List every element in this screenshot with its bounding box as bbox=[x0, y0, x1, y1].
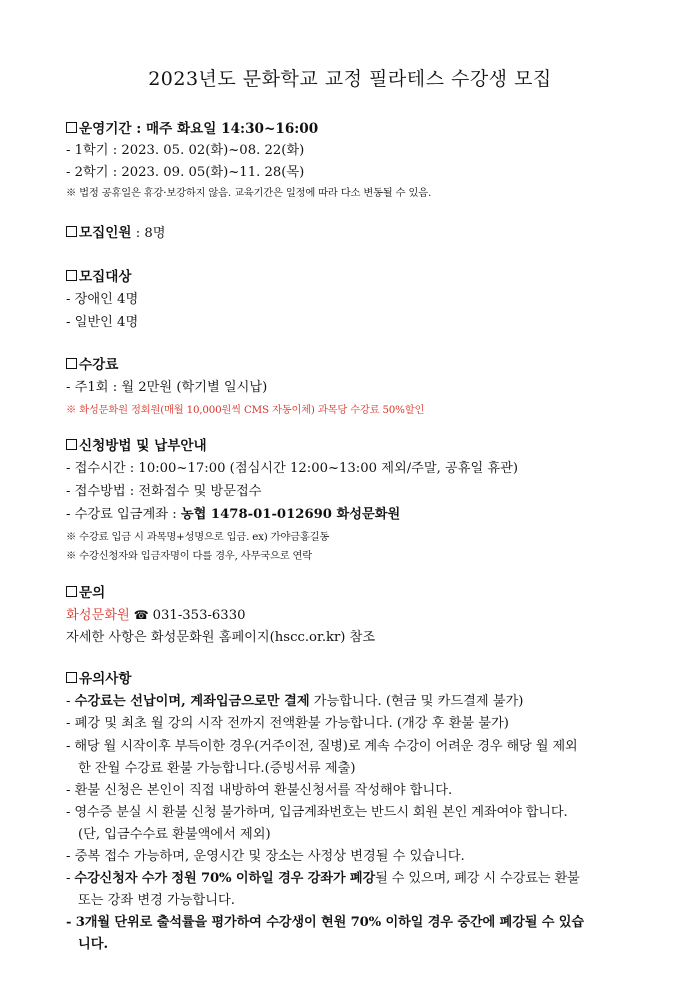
contact-heading-text: 문의 bbox=[79, 585, 106, 601]
section-target-heading bbox=[66, 268, 132, 286]
operation-term1: - 1학기 : 2023. 05. 02(화)~08. 22(화) bbox=[66, 143, 305, 158]
target-heading-text: 모집대상 bbox=[79, 269, 132, 285]
caution-item8-line1: - 3개월 단위로 출석률을 평가하여 수강생이 현원 70% 이하일 경우 중간에 폐강될 수 있습 bbox=[66, 915, 584, 930]
apply-note1: ※ 수강료 입금 시 과목명+성명으로 입금. ex) 가야금홍길동 bbox=[66, 531, 330, 543]
caution-item6: - 중복 접수 가능하며, 운영시간 및 장소는 사정상 변경될 수 있습니다. bbox=[66, 849, 465, 864]
contact-line bbox=[66, 606, 245, 625]
apply-hours: - 접수시간 : 10:00~17:00 (점심시간 12:00~13:00 제외/주말, 공휴일 휴관) bbox=[66, 461, 519, 476]
caution-item1-rest: 가능합니다. (현금 및 카드결제 불가) bbox=[309, 694, 524, 709]
caution-item8-line2: 니다. bbox=[78, 937, 109, 952]
target-general: - 일반인 4명 bbox=[66, 315, 139, 330]
caution-item7-line1 bbox=[66, 870, 580, 888]
section-fee-heading bbox=[66, 356, 118, 374]
checkbox-square-icon bbox=[66, 586, 77, 597]
section-operation-heading bbox=[66, 120, 318, 138]
caution-item5-line1: - 영수증 분실 시 환불 신청 불가하며, 입금계좌번호는 반드시 회원 본인 계좌여야 합니다. bbox=[66, 805, 568, 820]
checkbox-square-icon bbox=[66, 270, 77, 281]
caution-item3-line1: - 해당 월 시작이후 부득이한 경우(거주이전, 질병)로 계속 수강이 어려운 경우 해당 월 제외 bbox=[66, 739, 578, 754]
checkbox-square-icon bbox=[66, 358, 77, 369]
caution-item7-bold: 수강신청자 수가 정원 70% 이하일 경우 강좌가 폐강 bbox=[74, 871, 376, 886]
contact-detail: 자세한 사항은 화성문화원 홈페이지(hscc.or.kr) 참조 bbox=[66, 630, 376, 645]
fee-heading-text: 수강료 bbox=[79, 357, 119, 373]
caution-item1-prefix: - bbox=[66, 694, 75, 709]
caution-heading-text: 유의사항 bbox=[79, 671, 132, 687]
page-title: 2023년도 문화학교 교정 필라테스 수강생 모집 bbox=[148, 68, 552, 90]
caution-item7-rest: 될 수 있으며, 폐강 시 수강료는 환불 bbox=[375, 871, 580, 886]
capacity-value: : 8명 bbox=[131, 226, 166, 241]
account-label: - 수강료 입금계좌 : bbox=[66, 507, 181, 522]
caution-item7-prefix: - bbox=[66, 871, 75, 886]
checkbox-square-icon bbox=[66, 226, 77, 237]
apply-heading-text: 신청방법 및 납부안내 bbox=[79, 438, 207, 454]
caution-item1 bbox=[66, 693, 523, 711]
operation-term2: - 2학기 : 2023. 09. 05(화)~11. 28(목) bbox=[66, 165, 305, 180]
apply-method: - 접수방법 : 전화접수 및 방문접수 bbox=[66, 484, 262, 499]
caution-item5-line2: (단, 입금수수료 환불액에서 제외) bbox=[78, 827, 271, 842]
contact-org: 화성문화원 bbox=[66, 608, 130, 623]
caution-item1-bold: 수강료는 선납이며, 계좌입금으로만 결제 bbox=[74, 694, 310, 709]
fee-line1: - 주1회 : 월 2만원 (학기별 일시납) bbox=[66, 380, 268, 395]
caution-item4: - 환불 신청은 본인이 직접 내방하여 환불신청서를 작성해야 합니다. bbox=[66, 783, 453, 798]
section-contact-heading bbox=[66, 584, 105, 602]
section-apply-heading bbox=[66, 437, 207, 455]
operation-heading-text: 운영기간 : 매주 화요일 14:30~16:00 bbox=[79, 121, 319, 137]
section-caution-heading bbox=[66, 670, 132, 688]
checkbox-square-icon bbox=[66, 439, 77, 450]
caution-item3-line2: 한 잔월 수강료 환불 가능합니다.(증빙서류 제출) bbox=[78, 761, 356, 776]
account-number: 농협 1478-01-012690 화성문화원 bbox=[180, 507, 401, 522]
operation-note: ※ 법정 공휴일은 휴강·보강하지 않음. 교육기간은 일정에 따라 다소 변동될 수 있음. bbox=[66, 187, 432, 199]
apply-account bbox=[66, 506, 400, 524]
capacity-heading: 모집인원 bbox=[79, 225, 132, 241]
contact-phone: 031-353-6330 bbox=[152, 608, 246, 623]
caution-item7-line2: 또는 강좌 변경 가능합니다. bbox=[78, 893, 235, 908]
caution-item2: - 폐강 및 최초 월 강의 시작 전까지 전액환불 가능합니다. (개강 후 환불 불가) bbox=[66, 716, 509, 731]
telephone-icon: ☎ bbox=[133, 608, 149, 622]
apply-note2: ※ 수강신청자와 입금자명이 다를 경우, 사무국으로 연락 bbox=[66, 550, 313, 562]
fee-note: ※ 화성문화원 정회원(매월 10,000원씩 CMS 자동이체) 과목당 수강료 50%할인 bbox=[66, 404, 425, 416]
checkbox-square-icon bbox=[66, 672, 77, 683]
section-capacity bbox=[66, 224, 166, 243]
target-disabled: - 장애인 4명 bbox=[66, 292, 139, 307]
checkbox-square-icon bbox=[66, 122, 77, 133]
